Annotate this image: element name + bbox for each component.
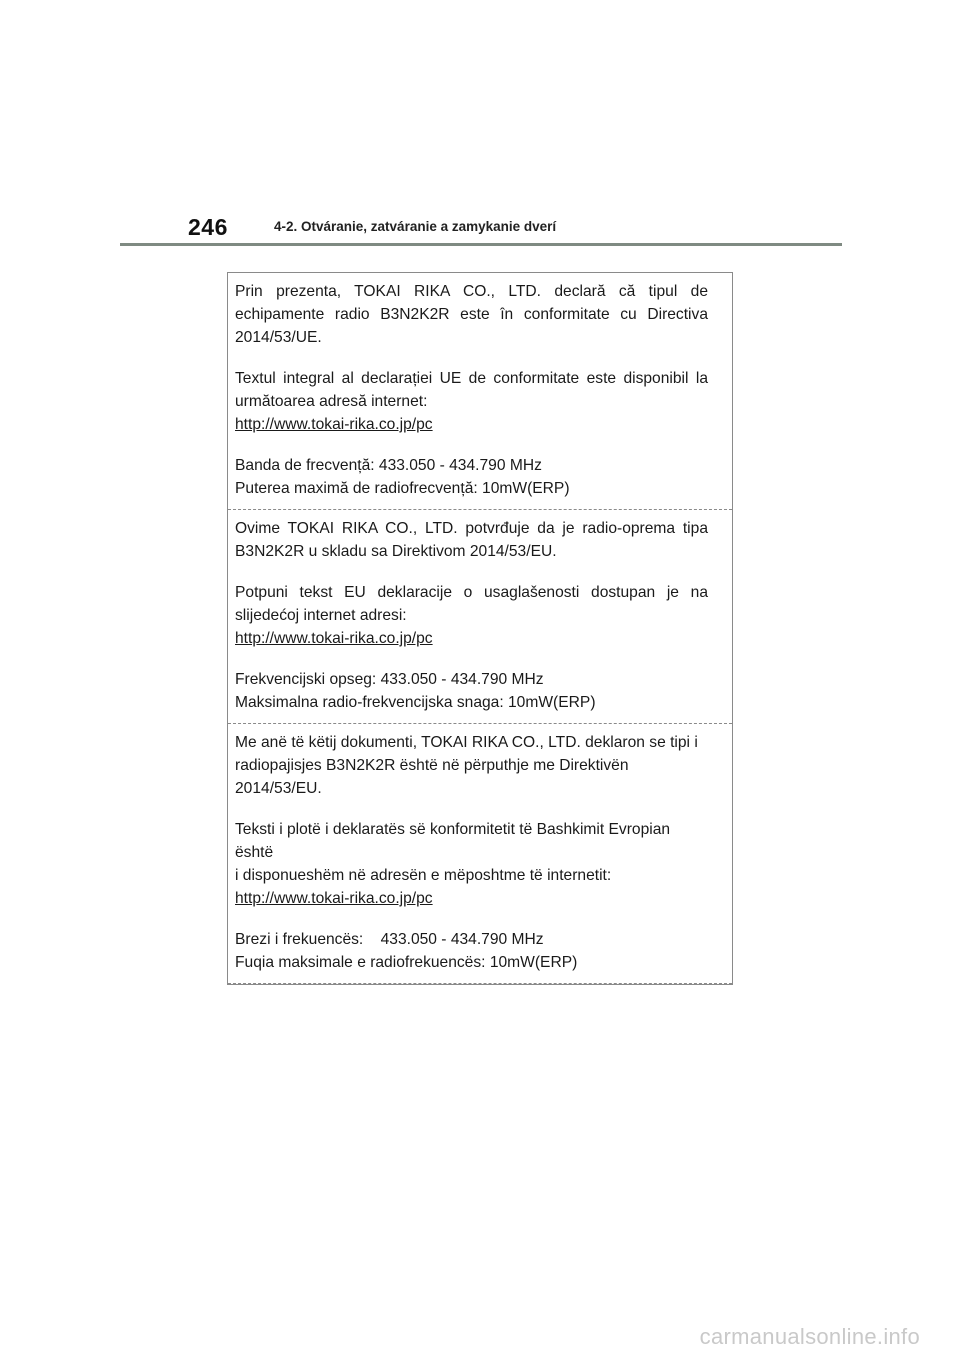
page-number: 246: [188, 214, 228, 240]
declarations-frame: [227, 272, 733, 985]
header-rule: [120, 243, 842, 246]
declaration-availability-block: [235, 818, 708, 910]
declaration-romanian: [228, 273, 732, 510]
declaration-availability: Potpuni tekst EU deklaracije o usaglašenosti dostupan je na slijedećoj internet adresi:: [235, 584, 708, 624]
declaration-croatian: [228, 510, 732, 724]
max-power: Maksimalna radio-frekvencijska snaga: 10mW(ERP): [235, 694, 596, 711]
availability-line: i disponueshëm në adresën e mëposhtme të internetit:: [235, 867, 612, 884]
frequency-band: Frekvencijski opseg: 433.050 - 434.790 MHz: [235, 671, 544, 688]
frequency-band: Brezi i frekuencës: 433.050 - 434.790 MHz: [235, 931, 544, 948]
statement-line: Me anë të këtij dokumenti, TOKAI RIKA CO., LTD. deklaron se tipi i: [235, 734, 698, 751]
declaration-statement: [235, 731, 708, 800]
declaration-statement: Ovime TOKAI RIKA CO., LTD. potvrđuje da je radio-oprema tipa B3N2K2R u skladu sa Direktivom 2014/53/EU.: [235, 520, 708, 560]
declaration-albanian: [228, 724, 732, 984]
declaration-availability-block: [235, 367, 708, 436]
declaration-specs: [235, 668, 708, 714]
declaration-link[interactable]: http://www.tokai-rika.co.jp/pc: [235, 630, 433, 647]
max-power: Puterea maximă de radiofrecvență: 10mW(ERP): [235, 480, 570, 497]
declaration-link[interactable]: http://www.tokai-rika.co.jp/pc: [235, 890, 433, 907]
declaration-statement: Prin prezenta, TOKAI RIKA CO., LTD. declară că tipul de echipamente radio B3N2K2R este în conformitate cu Directiva 2014/53/UE.: [235, 283, 708, 346]
section-title: 4-2. Otváranie, zatváranie a zamykanie dverí: [274, 219, 557, 234]
watermark: carmanualsonline.info: [699, 1324, 920, 1349]
max-power: Fuqia maksimale e radiofrekuencës: 10mW(ERP): [235, 954, 578, 971]
page-header: [120, 212, 842, 246]
statement-line: 2014/53/EU.: [235, 780, 322, 797]
frequency-band: Banda de frecvență: 433.050 - 434.790 MHz: [235, 457, 542, 474]
availability-line: Teksti i plotë i deklaratës së konformitetit të Bashkimit Evropian është: [235, 821, 671, 861]
statement-line: radiopajisjes B3N2K2R është në përputhje me Direktivën: [235, 757, 629, 774]
declaration-specs: [235, 928, 708, 974]
declaration-availability: Textul integral al declarației UE de conformitate este disponibil la următoarea adresă internet:: [235, 370, 708, 410]
declaration-link[interactable]: http://www.tokai-rika.co.jp/pc: [235, 416, 433, 433]
declaration-specs: [235, 454, 708, 500]
declaration-availability-block: [235, 581, 708, 650]
